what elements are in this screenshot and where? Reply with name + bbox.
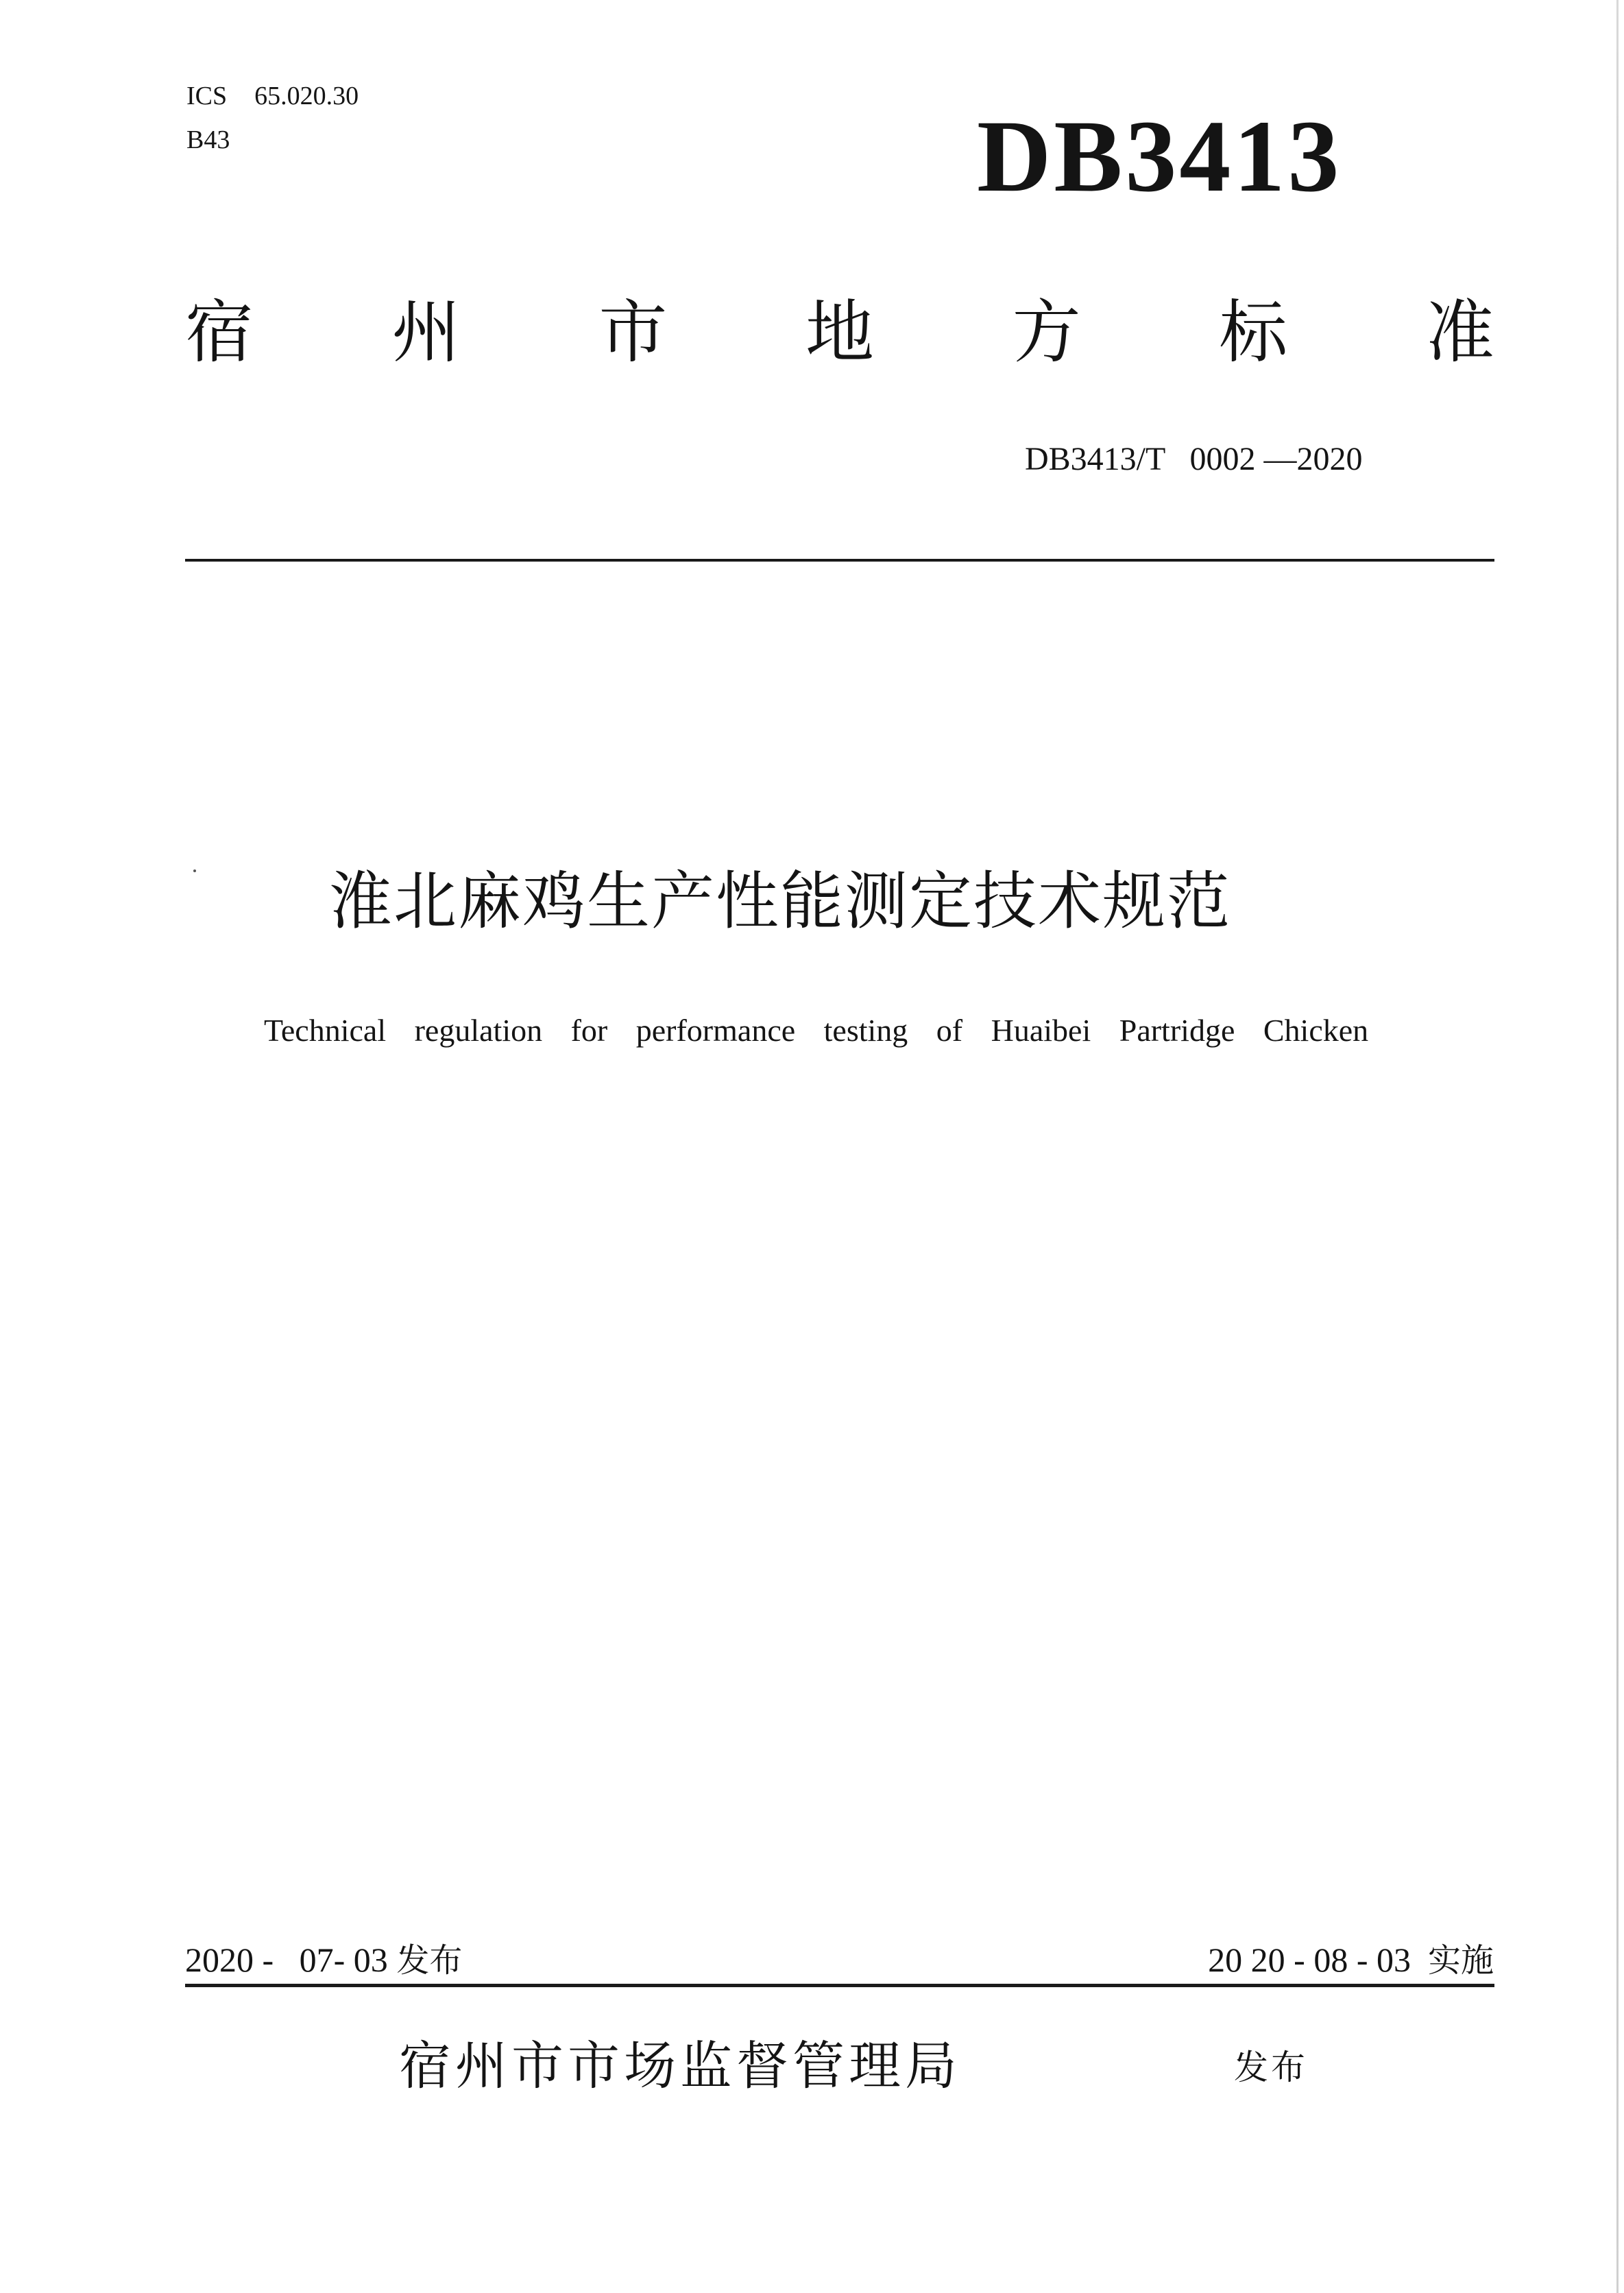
implement-date-line: [1208, 1936, 1494, 1984]
standard-type-char: 州: [391, 292, 461, 372]
standard-number: DB3413/T 0002 —2020: [1025, 441, 1363, 477]
ccs-code: B43: [186, 125, 230, 154]
classification-codes: [186, 74, 386, 162]
document-title-english: Technical regulation for performance testing of Huaibei Partridge Chicken: [264, 1013, 1369, 1048]
standard-type-char: 市: [598, 292, 668, 372]
standard-type-char: 方: [1012, 292, 1081, 372]
ics-code: 65.020.30: [254, 82, 359, 110]
implement-date: 20 20 - 08 - 03: [1208, 1941, 1411, 1979]
standard-type-char: 宿: [185, 292, 254, 372]
standard-type-char: 标: [1219, 292, 1288, 372]
standard-code-heading: DB3413: [977, 99, 1342, 213]
implement-label: 实施: [1427, 1941, 1494, 1980]
issuer-action-label: 发布: [1234, 2048, 1308, 2087]
ics-label: ICS: [186, 82, 228, 110]
publish-date-line: [185, 1936, 462, 1984]
publish-label: 发布: [396, 1941, 463, 1980]
scan-speck: [193, 869, 196, 872]
document-title-chinese: 淮北麻鸡生产性能测定技术规范: [329, 865, 1232, 938]
standard-type-char: 地: [805, 292, 874, 372]
publish-date: 2020 - 07- 03: [185, 1941, 388, 1979]
scan-edge-shadow: [1616, 0, 1619, 2293]
standard-type-title: [185, 288, 1494, 377]
issuing-authority: 宿州市市场监督管理局: [399, 2035, 961, 2096]
standard-type-char: 准: [1425, 292, 1494, 372]
bottom-divider: [185, 1984, 1494, 1987]
top-divider: [185, 559, 1494, 562]
ics-row: [186, 74, 386, 118]
